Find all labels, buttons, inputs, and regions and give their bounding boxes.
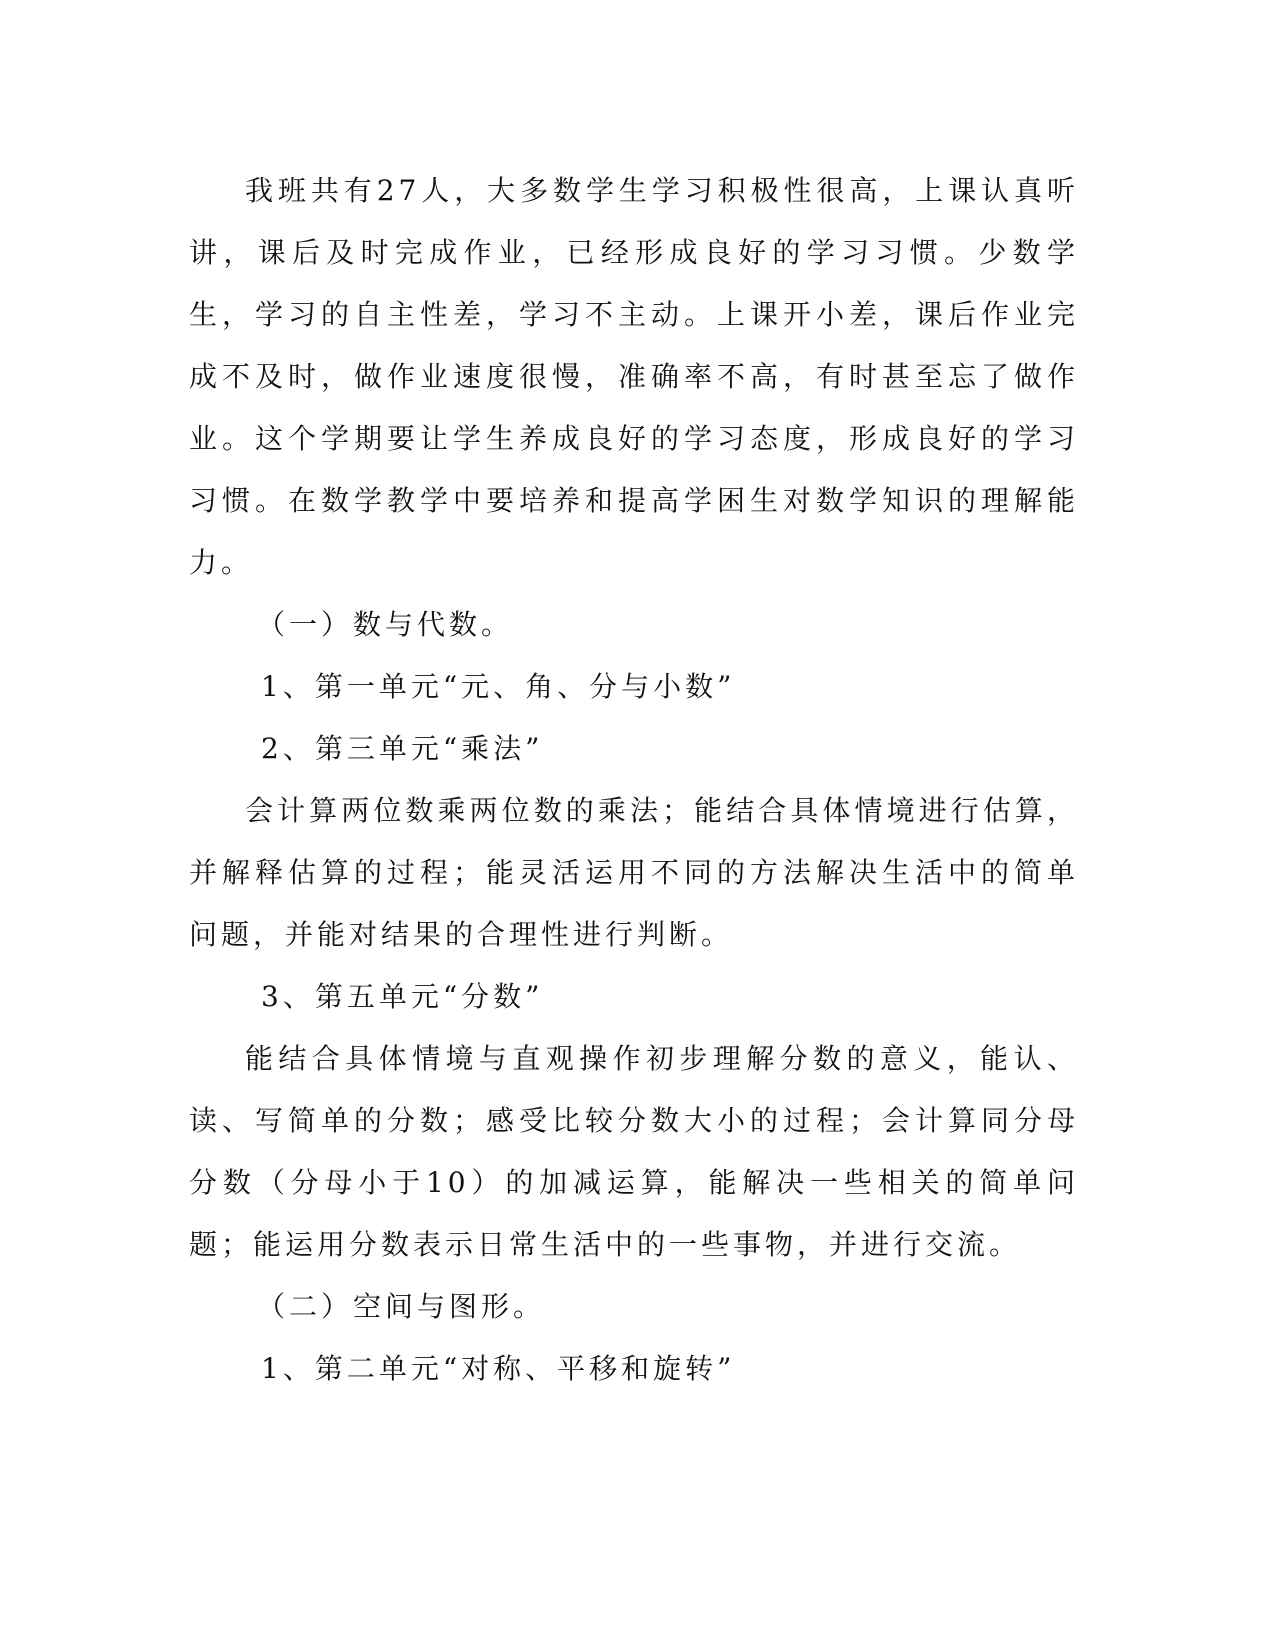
unit-item-2: 1、第二单元“对称、平移和旋转” xyxy=(261,1352,736,1385)
fractions-paragraph: 能结合具体情境与直观操作初步理解分数的意义，能认、读、写简单的分数；感受比较分数大小的过程；会计算同分母分数（分母小于10）的加减运算，能解决一些相关的简单问题；能运用分数表示日常生活中的一些事物，并进行交流。 xyxy=(189,1042,1079,1261)
unit-item-1: 1、第一单元“元、角、分与小数” xyxy=(261,670,736,703)
multiplication-paragraph: 会计算两位数乘两位数的乘法；能结合具体情境进行估算，并解释估算的过程；能灵活运用不同的方法解决生活中的简单问题，并能对结果的合理性进行判断。 xyxy=(189,794,1079,951)
intro-paragraph: 我班共有27人，大多数学生学习积极性很高，上课认真听讲，课后及时完成作业，已经形成良好的学习习惯。少数学生，学习的自主性差，学习不主动。上课开小差，课后作业完成不及时，做作业速度很慢，准确率不高，有时甚至忘了做作业。这个学期要让学生养成良好的学习态度，形成良好的学习习惯。在数学教学中要培养和提高学困生对数学知识的理解能力。 xyxy=(189,174,1079,579)
section-heading-number-algebra: （一）数与代数。 xyxy=(257,608,514,641)
document-body xyxy=(189,160,1079,1400)
unit-item-5: 3、第五单元“分数” xyxy=(261,980,544,1013)
unit-item-3: 2、第三单元“乘法” xyxy=(261,732,544,765)
section-heading-space-shape: （二）空间与图形。 xyxy=(257,1290,546,1323)
